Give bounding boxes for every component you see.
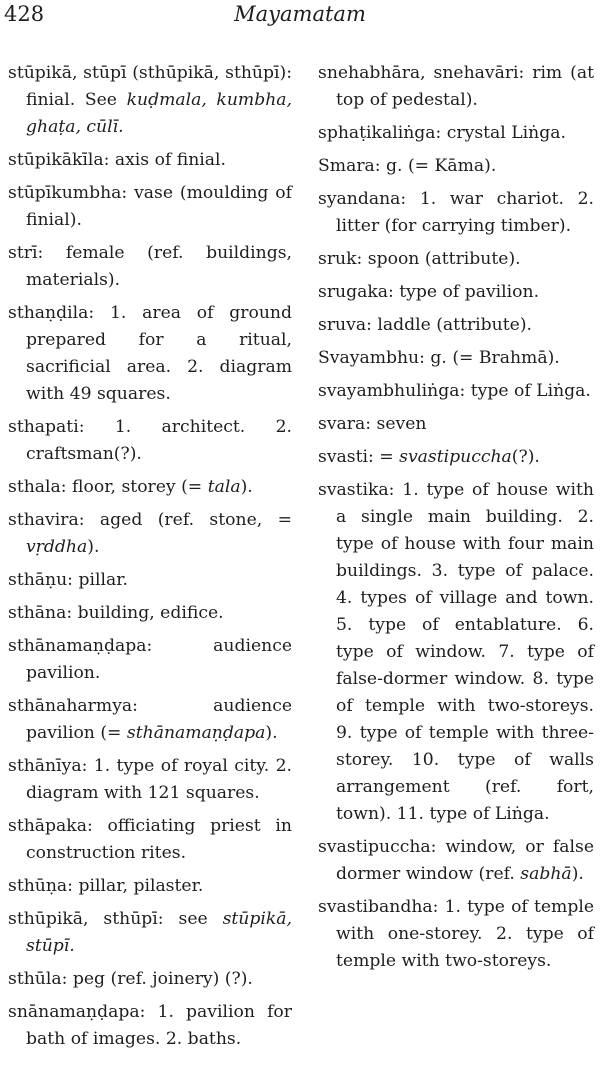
entry-term: sphaṭikaliṅga: — [318, 123, 442, 143]
entry-definition: 1. area of ground prepared for a ritual, sacrificial area. 2. diagram with 49 squares. — [26, 303, 292, 404]
entry-definition: audience pavilion. — [26, 636, 292, 683]
entry-cross-reference: vṛddha — [26, 537, 88, 557]
glossary-entry — [8, 240, 292, 294]
entry-definition: 1. type of royal city. 2. diagram with 121 squares. — [26, 756, 292, 803]
entry-definition: 1. architect. 2. craftsman(?). — [26, 417, 292, 464]
glossary-entry — [318, 378, 594, 405]
entry-definition: aged (ref. stone, = — [84, 510, 292, 530]
glossary-entry — [318, 834, 594, 888]
entry-definition: audience pavilion (= — [26, 696, 292, 743]
glossary-entry — [318, 60, 594, 114]
entry-term: sthāna: — [8, 603, 73, 623]
entry-definition: pillar. — [72, 570, 128, 590]
page-number: 428 — [4, 2, 45, 26]
glossary-entry — [318, 120, 594, 147]
entry-term: sthūṇa: — [8, 876, 73, 896]
glossary-entry — [8, 474, 292, 501]
entry-term: sthūpikā, sthūpī: — [8, 909, 164, 929]
entry-term: stūpīkumbha: — [8, 183, 128, 203]
entry-term: sthapati: — [8, 417, 85, 437]
left-column — [8, 60, 292, 1059]
entry-definition: finial. See — [26, 90, 127, 110]
entry-term: sthaṇḍila: — [8, 303, 95, 323]
entry-term: sthānaharmya: — [8, 696, 138, 716]
entry-term: Svayambhu: — [318, 348, 425, 368]
entry-definition: see — [163, 909, 223, 929]
entry-definition: axis of finial. — [109, 150, 227, 170]
entry-term: srugaka: — [318, 282, 394, 302]
entry-definition: 1. pavilion for bath of images. 2. baths. — [26, 1002, 292, 1049]
glossary-entry — [8, 633, 292, 687]
entry-term: svayambhuliṅga: — [318, 381, 466, 401]
entry-definition: pillar, pilaster. — [72, 876, 204, 896]
entry-term: svastibandha: — [318, 897, 439, 917]
entry-definition: crystal Liṅga. — [441, 123, 566, 143]
entry-definition: floor, storey (= — [66, 477, 208, 497]
entry-definition: = — [373, 447, 400, 467]
entry-term: svastipuccha: — [318, 837, 437, 857]
glossary-entry — [8, 813, 292, 867]
entry-term: snānamaṇḍapa: — [8, 1002, 146, 1022]
entry-definition: 1. war chariot. 2. litter (for carrying timber). — [336, 189, 594, 236]
entry-term: sthānamaṇḍapa: — [8, 636, 153, 656]
entry-term: svara: — [318, 414, 372, 434]
entry-term: Smara: — [318, 156, 381, 176]
glossary-entry — [318, 153, 594, 180]
entry-term: sthāṇu: — [8, 570, 73, 590]
glossary-entry — [8, 300, 292, 408]
entry-definition: female (ref. buildings, materials). — [26, 243, 292, 290]
entry-term: sthala: — [8, 477, 67, 497]
entry-definition: type of Liṅga. — [465, 381, 591, 401]
glossary-entry — [8, 999, 292, 1053]
entry-cross-reference: sthānamaṇḍapa — [126, 723, 266, 743]
right-column — [318, 60, 594, 981]
entry-tail: ). — [571, 864, 584, 884]
entry-tail: ). — [265, 723, 278, 743]
entry-term: snehabhāra, snehavāri: — [318, 63, 525, 83]
glossary-entry — [318, 477, 594, 828]
entry-definition: g. (= Kāma). — [380, 156, 497, 176]
glossary-entry — [8, 180, 292, 234]
entry-term: sthavira: — [8, 510, 85, 530]
glossary-entry — [8, 600, 292, 627]
glossary-entry — [8, 147, 292, 174]
entry-term: sthāpaka: — [8, 816, 93, 836]
entry-term: stūpikākīla: — [8, 150, 110, 170]
glossary-entry — [318, 444, 594, 471]
glossary-entry — [8, 567, 292, 594]
entry-term: syandana: — [318, 189, 407, 209]
entry-term: sruk: — [318, 249, 363, 269]
entry-tail: (?). — [511, 447, 540, 467]
entry-definition: type of pavilion. — [393, 282, 540, 302]
glossary-entry — [318, 345, 594, 372]
glossary-entry — [8, 906, 292, 960]
entry-cross-reference: kuḍmala, kumbha, ghaṭa, cūlī. — [26, 90, 292, 137]
entry-cross-reference: tala — [207, 477, 241, 497]
entry-definition: seven — [371, 414, 427, 434]
glossary-entry — [318, 186, 594, 240]
entry-term: sthānīya: — [8, 756, 88, 776]
entry-tail: ). — [240, 477, 253, 497]
glossary-entry — [8, 966, 292, 993]
glossary-entry — [318, 246, 594, 273]
entry-term: sthūla: — [8, 969, 68, 989]
glossary-entry — [318, 312, 594, 339]
entry-term: svasti: — [318, 447, 374, 467]
running-head: Mayamatam — [234, 2, 366, 26]
entry-cross-reference: svastipuccha — [399, 447, 512, 467]
glossary-entry — [8, 60, 292, 141]
glossary-entry — [318, 894, 594, 975]
glossary-entry — [8, 753, 292, 807]
glossary-entry — [8, 507, 292, 561]
glossary-entry — [318, 279, 594, 306]
entry-tail: ). — [87, 537, 100, 557]
entry-definition: 1. type of house with a single main building. 2. type of house with four main buildings. 3. type of palace. 4. types of village and town. 5. type of entablature. 6. type of window. 7. type of false-dormer window. 8. type of temple with two-storeys. 9. type of temple with three-storey. 10. type of walls arrangement (ref. fort, town). 11. type of Liṅga. — [336, 480, 594, 824]
entry-definition: window, or false dormer window (ref. — [336, 837, 594, 884]
glossary-entry — [8, 414, 292, 468]
entry-cross-reference: stūpikā, stūpī. — [26, 909, 292, 956]
entry-definition: laddle (attribute). — [371, 315, 533, 335]
entry-definition: building, edifice. — [72, 603, 224, 623]
entry-definition: 1. type of temple with one-storey. 2. type of temple with two-storeys. — [336, 897, 594, 971]
entry-definition: vase (moulding of finial). — [26, 183, 292, 230]
entry-term: strī: — [8, 243, 44, 263]
glossary-entry — [318, 411, 594, 438]
entry-definition: g. (= Brahmā). — [424, 348, 560, 368]
entry-term: sruva: — [318, 315, 372, 335]
glossary-entry — [8, 873, 292, 900]
entry-cross-reference: sabhā — [520, 864, 572, 884]
glossary-entry — [8, 693, 292, 747]
entry-definition: rim (at top of pedestal). — [336, 63, 594, 110]
entry-definition: spoon (attribute). — [362, 249, 521, 269]
entry-definition: officiating priest in construction rites. — [26, 816, 292, 863]
entry-term: svastika: — [318, 480, 395, 500]
entry-definition: peg (ref. joinery) (?). — [67, 969, 253, 989]
entry-term: stūpikā, stūpī (sthūpikā, sthūpī): — [8, 63, 292, 83]
